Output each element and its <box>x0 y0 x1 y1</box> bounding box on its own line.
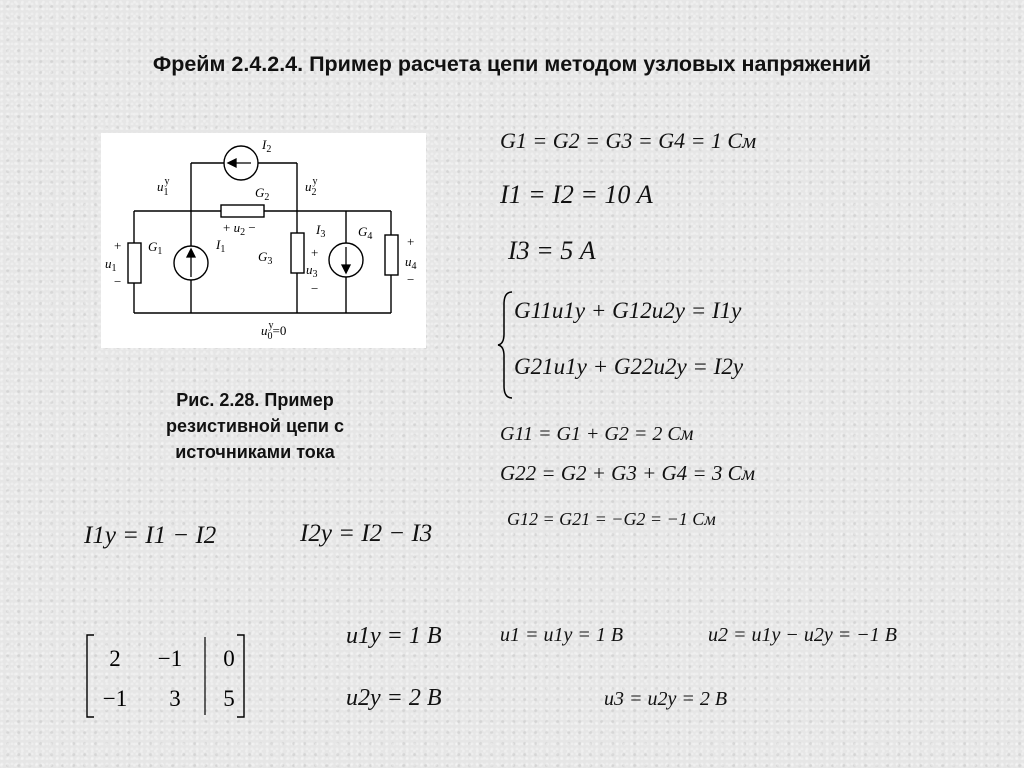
eq-g12: G12 = G21 = −G2 = −1 См <box>507 509 716 529</box>
matrix-cell: −1 <box>157 646 183 671</box>
eq-u3: u3 = u2y = 2 В <box>604 688 728 710</box>
label-u3-minus: − <box>311 281 319 296</box>
label-u1: $u_1$ <box>105 256 117 274</box>
matrix-cell: 5 <box>223 686 235 711</box>
label-i3: $I_3$ <box>316 222 326 240</box>
matrix-cell: 0 <box>223 646 235 671</box>
matrix-cell: 3 <box>169 686 181 711</box>
eq-u1y-val: u1y = 1 В <box>346 623 442 649</box>
augmented-matrix <box>84 633 254 719</box>
caption-line-2: резистивной цепи с <box>166 416 344 436</box>
eq-i2y: I2y = I2 − I3 <box>300 520 433 547</box>
label-i2: $I_2$ <box>262 137 272 155</box>
system-row-1: G11u1y + G12u2y = I1y <box>514 298 742 323</box>
eq-u1: u1 = u1y = 1 В <box>500 624 624 646</box>
matrix-cell: 2 <box>109 646 121 671</box>
eq-g-all: G1 = G2 = G3 = G4 = 1 См <box>500 128 757 153</box>
label-i1: $I_1$ <box>216 237 226 255</box>
eq-u2y-val: u2y = 2 В <box>346 685 442 711</box>
label-u2y: $u^y$ 2 <box>305 176 318 198</box>
caption-line-3: источниками тока <box>175 442 335 462</box>
eq-g11: G11 = G1 + G2 = 2 См <box>500 423 694 445</box>
equation-system <box>496 290 796 402</box>
eq-i3: I3 = 5 А <box>508 236 596 265</box>
circuit-diagram <box>101 133 426 348</box>
eq-g22: G22 = G2 + G3 + G4 = 3 См <box>500 461 756 485</box>
label-u0y: $u^y$ 0=0 <box>261 320 287 342</box>
label-u3-plus: + <box>311 245 319 260</box>
label-u4: $u_4$ <box>405 254 417 272</box>
caption-line-1: Рис. 2.28. Пример <box>176 390 334 410</box>
label-g3: $G_3$ <box>258 249 273 267</box>
label-g4: $G_4$ <box>358 224 373 242</box>
eq-i1y: I1y = I1 − I2 <box>84 522 217 549</box>
eq-i12: I1 = I2 = 10 А <box>500 180 653 209</box>
matrix-cell: −1 <box>102 686 128 711</box>
frame-title: Фрейм 2.4.2.4. Пример расчета цепи методом узловых напряжений <box>152 52 872 76</box>
label-u2: + $u_2$ − <box>223 220 256 238</box>
figure-caption <box>135 387 375 465</box>
brace-icon <box>496 290 516 400</box>
label-u1-plus: + <box>114 238 122 253</box>
label-u1y: $u^y$ 1 <box>157 176 170 198</box>
label-u3: $u_3$ <box>306 262 318 280</box>
label-u4-minus: − <box>407 272 415 287</box>
label-u1-minus: − <box>114 274 122 289</box>
label-g2: $G_2$ <box>255 185 270 203</box>
label-g1: $G_1$ <box>148 239 163 257</box>
system-row-2: G21u1y + G22u2y = I2y <box>514 354 744 379</box>
label-u4-plus: + <box>407 234 415 249</box>
eq-u2: u2 = u1y − u2y = −1 В <box>708 624 897 646</box>
